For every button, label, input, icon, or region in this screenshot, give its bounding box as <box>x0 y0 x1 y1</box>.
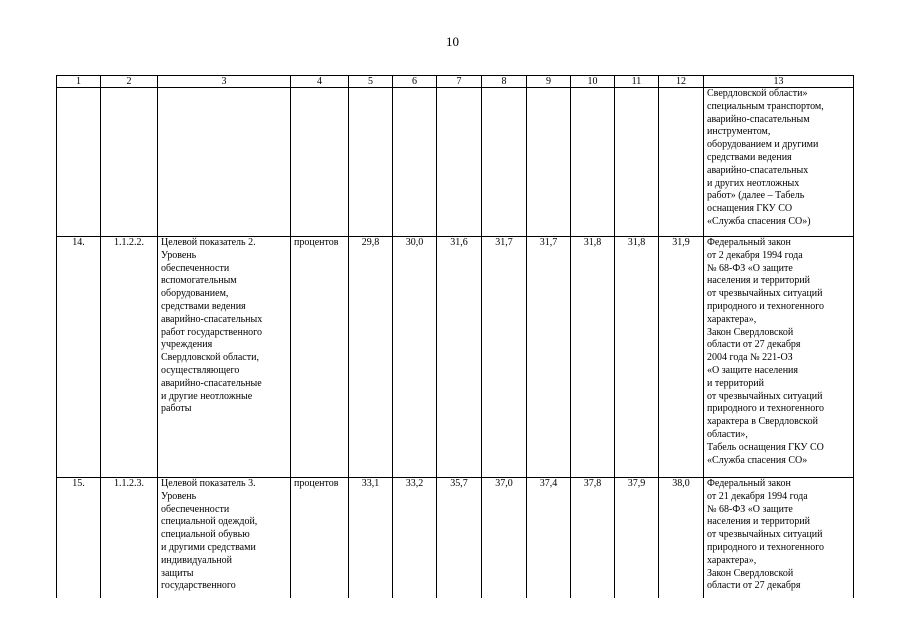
value-cell: 29,8 <box>349 237 393 478</box>
value-cell: 30,0 <box>393 237 437 478</box>
column-header: 4 <box>291 76 349 88</box>
value-cell: 31,8 <box>615 237 659 478</box>
column-header: 7 <box>437 76 482 88</box>
row-number: 15. <box>57 478 101 599</box>
column-header: 10 <box>571 76 615 88</box>
value-cell: 31,9 <box>659 237 704 478</box>
value-cell: 31,7 <box>482 237 527 478</box>
column-header: 2 <box>101 76 158 88</box>
value-cell: 37,8 <box>571 478 615 599</box>
column-header: 5 <box>349 76 393 88</box>
value-cell: 37,9 <box>615 478 659 599</box>
table-header-row <box>57 76 854 88</box>
value-cell: 31,8 <box>571 237 615 478</box>
row-code: 1.1.2.3. <box>101 478 158 599</box>
column-header: 12 <box>659 76 704 88</box>
unit-cell: процентов <box>291 237 349 478</box>
table-row <box>57 478 854 599</box>
source-cell: Свердловской области» специальным транспортом, аварийно-спасательным инструментом, оборудованием и другими средствами ведения аварийно-спасательных и других неотложных работ» (далее – Табель оснащения ГКУ СО «Служба спасения СО») <box>704 88 854 237</box>
source-cell: Федеральный закон от 2 декабря 1994 года № 68-ФЗ «О защите населения и территорий от чрезвычайных ситуаций природного и техногенного характера», Закон Свердловской области от 27 декабря 2004 года № 221-ОЗ «О защите населения и территорий от чрезвычайных ситуаций природного и техногенного характера в Свердловской области», Табель оснащения ГКУ СО «Служба спасения СО» <box>704 237 854 478</box>
indicator-name: Целевой показатель 3. Уровень обеспеченности специальной одеждой, специальной обувью и другими средствами индивидуальной защиты государственного <box>158 478 291 599</box>
value-cell: 35,7 <box>437 478 482 599</box>
row-code: 1.1.2.2. <box>101 237 158 478</box>
column-header: 9 <box>527 76 571 88</box>
row-number: 14. <box>57 237 101 478</box>
table-row <box>57 237 854 478</box>
unit-cell: процентов <box>291 478 349 599</box>
column-header: 6 <box>393 76 437 88</box>
table-row-continuation <box>57 88 854 237</box>
value-cell: 38,0 <box>659 478 704 599</box>
column-header: 11 <box>615 76 659 88</box>
column-header: 13 <box>704 76 854 88</box>
column-header: 3 <box>158 76 291 88</box>
value-cell: 33,1 <box>349 478 393 599</box>
column-header: 1 <box>57 76 101 88</box>
page-number: 10 <box>446 34 459 49</box>
value-cell: 37,4 <box>527 478 571 599</box>
value-cell: 37,0 <box>482 478 527 599</box>
indicator-name: Целевой показатель 2. Уровень обеспеченности вспомогательным оборудованием, средствами ведения аварийно-спасательных работ государственного учреждения Свердловской области, осуществляющего аварийно-спасательные и другие неотложные работы <box>158 237 291 478</box>
value-cell: 31,7 <box>527 237 571 478</box>
value-cell: 31,6 <box>437 237 482 478</box>
indicators-table <box>56 75 854 598</box>
source-cell: Федеральный закон от 21 декабря 1994 года № 68-ФЗ «О защите населения и территорий от чрезвычайных ситуаций природного и техногенного характера», Закон Свердловской области от 27 декабря <box>704 478 854 599</box>
column-header: 8 <box>482 76 527 88</box>
value-cell: 33,2 <box>393 478 437 599</box>
